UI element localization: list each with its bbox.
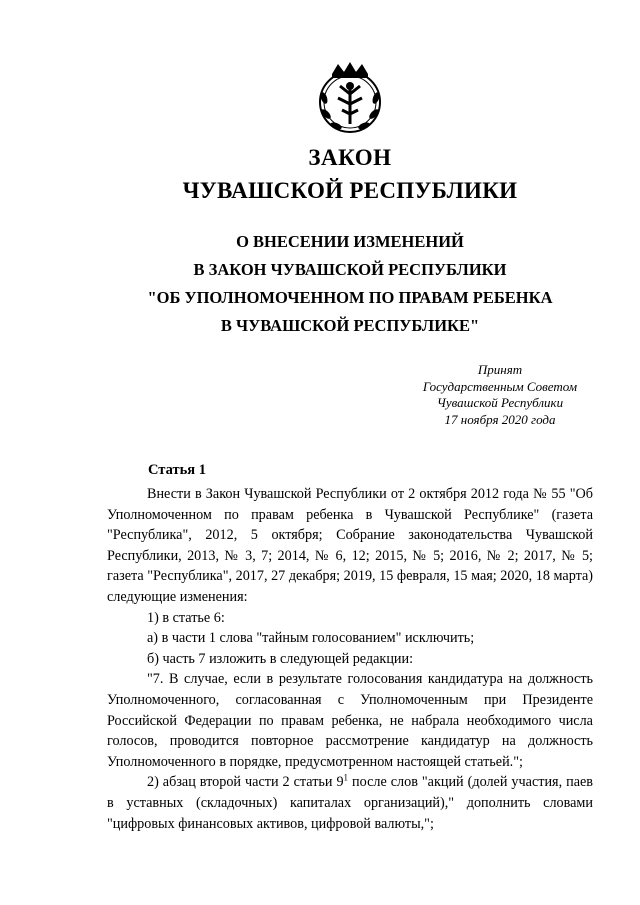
article-body (107, 484, 593, 834)
article-item (107, 772, 593, 834)
article-subitem: а) в части 1 слова "тайным голосованием" исключить; (147, 630, 475, 647)
republic-heading: ЧУВАШСКОЙ РЕСПУБЛИКИ (182, 178, 518, 203)
subtitle-line: В ЗАКОН ЧУВАШСКОЙ РЕСПУБЛИКИ (193, 260, 507, 279)
adoption-date: 17 ноября 2020 года (444, 411, 556, 427)
item-text: после слов "акций (долей участия, паев в уставных (складочных) капиталах организаций)," дополнить словами "цифровых финансовых активов, цифровой валюты,"; (107, 774, 593, 832)
adoption-line: Принят (477, 362, 523, 377)
article-superscript: 1 (343, 772, 349, 783)
subtitle-line: "ОБ УПОЛНОМОЧЕННОМ ПО ПРАВАМ РЕБЕНКА (147, 288, 553, 307)
law-heading: ЗАКОН (308, 145, 392, 170)
document-subtitle (0, 228, 640, 340)
article-intro: Внести в Закон Чувашской Республики от 2 октября 2012 года № 55 "Об Уполномоченном по правам ребенка в Чувашской Республике" (газета "Республика", 2012, 5 октября; Собрание законодательства Чувашской Республики, 2013, № 3, 7; 2014, № 6, 12; 2015, № 5; 2016, № 2; 2017, № 5; газета "Республика", 2017, 27 декабря; 2019, 15 февраля, 15 мая; 2020, 18 марта) следующие изменения: (107, 486, 593, 605)
quoted-amendment: "7. В случае, если в результате голосования кандидатура на должность Уполномоченного, согласованная с Уполномоченным при Президенте Российской Федерации по правам ребенка, не набрала необходимого числа голосов, проводится повторное рассмотрение кандидатур на должность Уполномоченного в порядке, предусмотренном настоящей статьей."; (107, 671, 593, 770)
item-text: 2) абзац второй части 2 статьи 9 (147, 774, 344, 791)
adoption-line: Чувашской Республики (436, 395, 564, 410)
article-item: 1) в статье 6: (147, 609, 225, 626)
article-title: Статья 1 (148, 462, 206, 478)
subtitle-line: В ЧУВАШСКОЙ РЕСПУБЛИКЕ" (220, 316, 480, 335)
adoption-line: Государственным Советом (422, 378, 578, 394)
chuvash-coat-of-arms-icon (310, 58, 390, 138)
subtitle-line: О ВНЕСЕНИИ ИЗМЕНЕНИЙ (236, 232, 464, 251)
article-subitem: б) часть 7 изложить в следующей редакции: (147, 650, 414, 667)
adoption-note (400, 362, 600, 428)
